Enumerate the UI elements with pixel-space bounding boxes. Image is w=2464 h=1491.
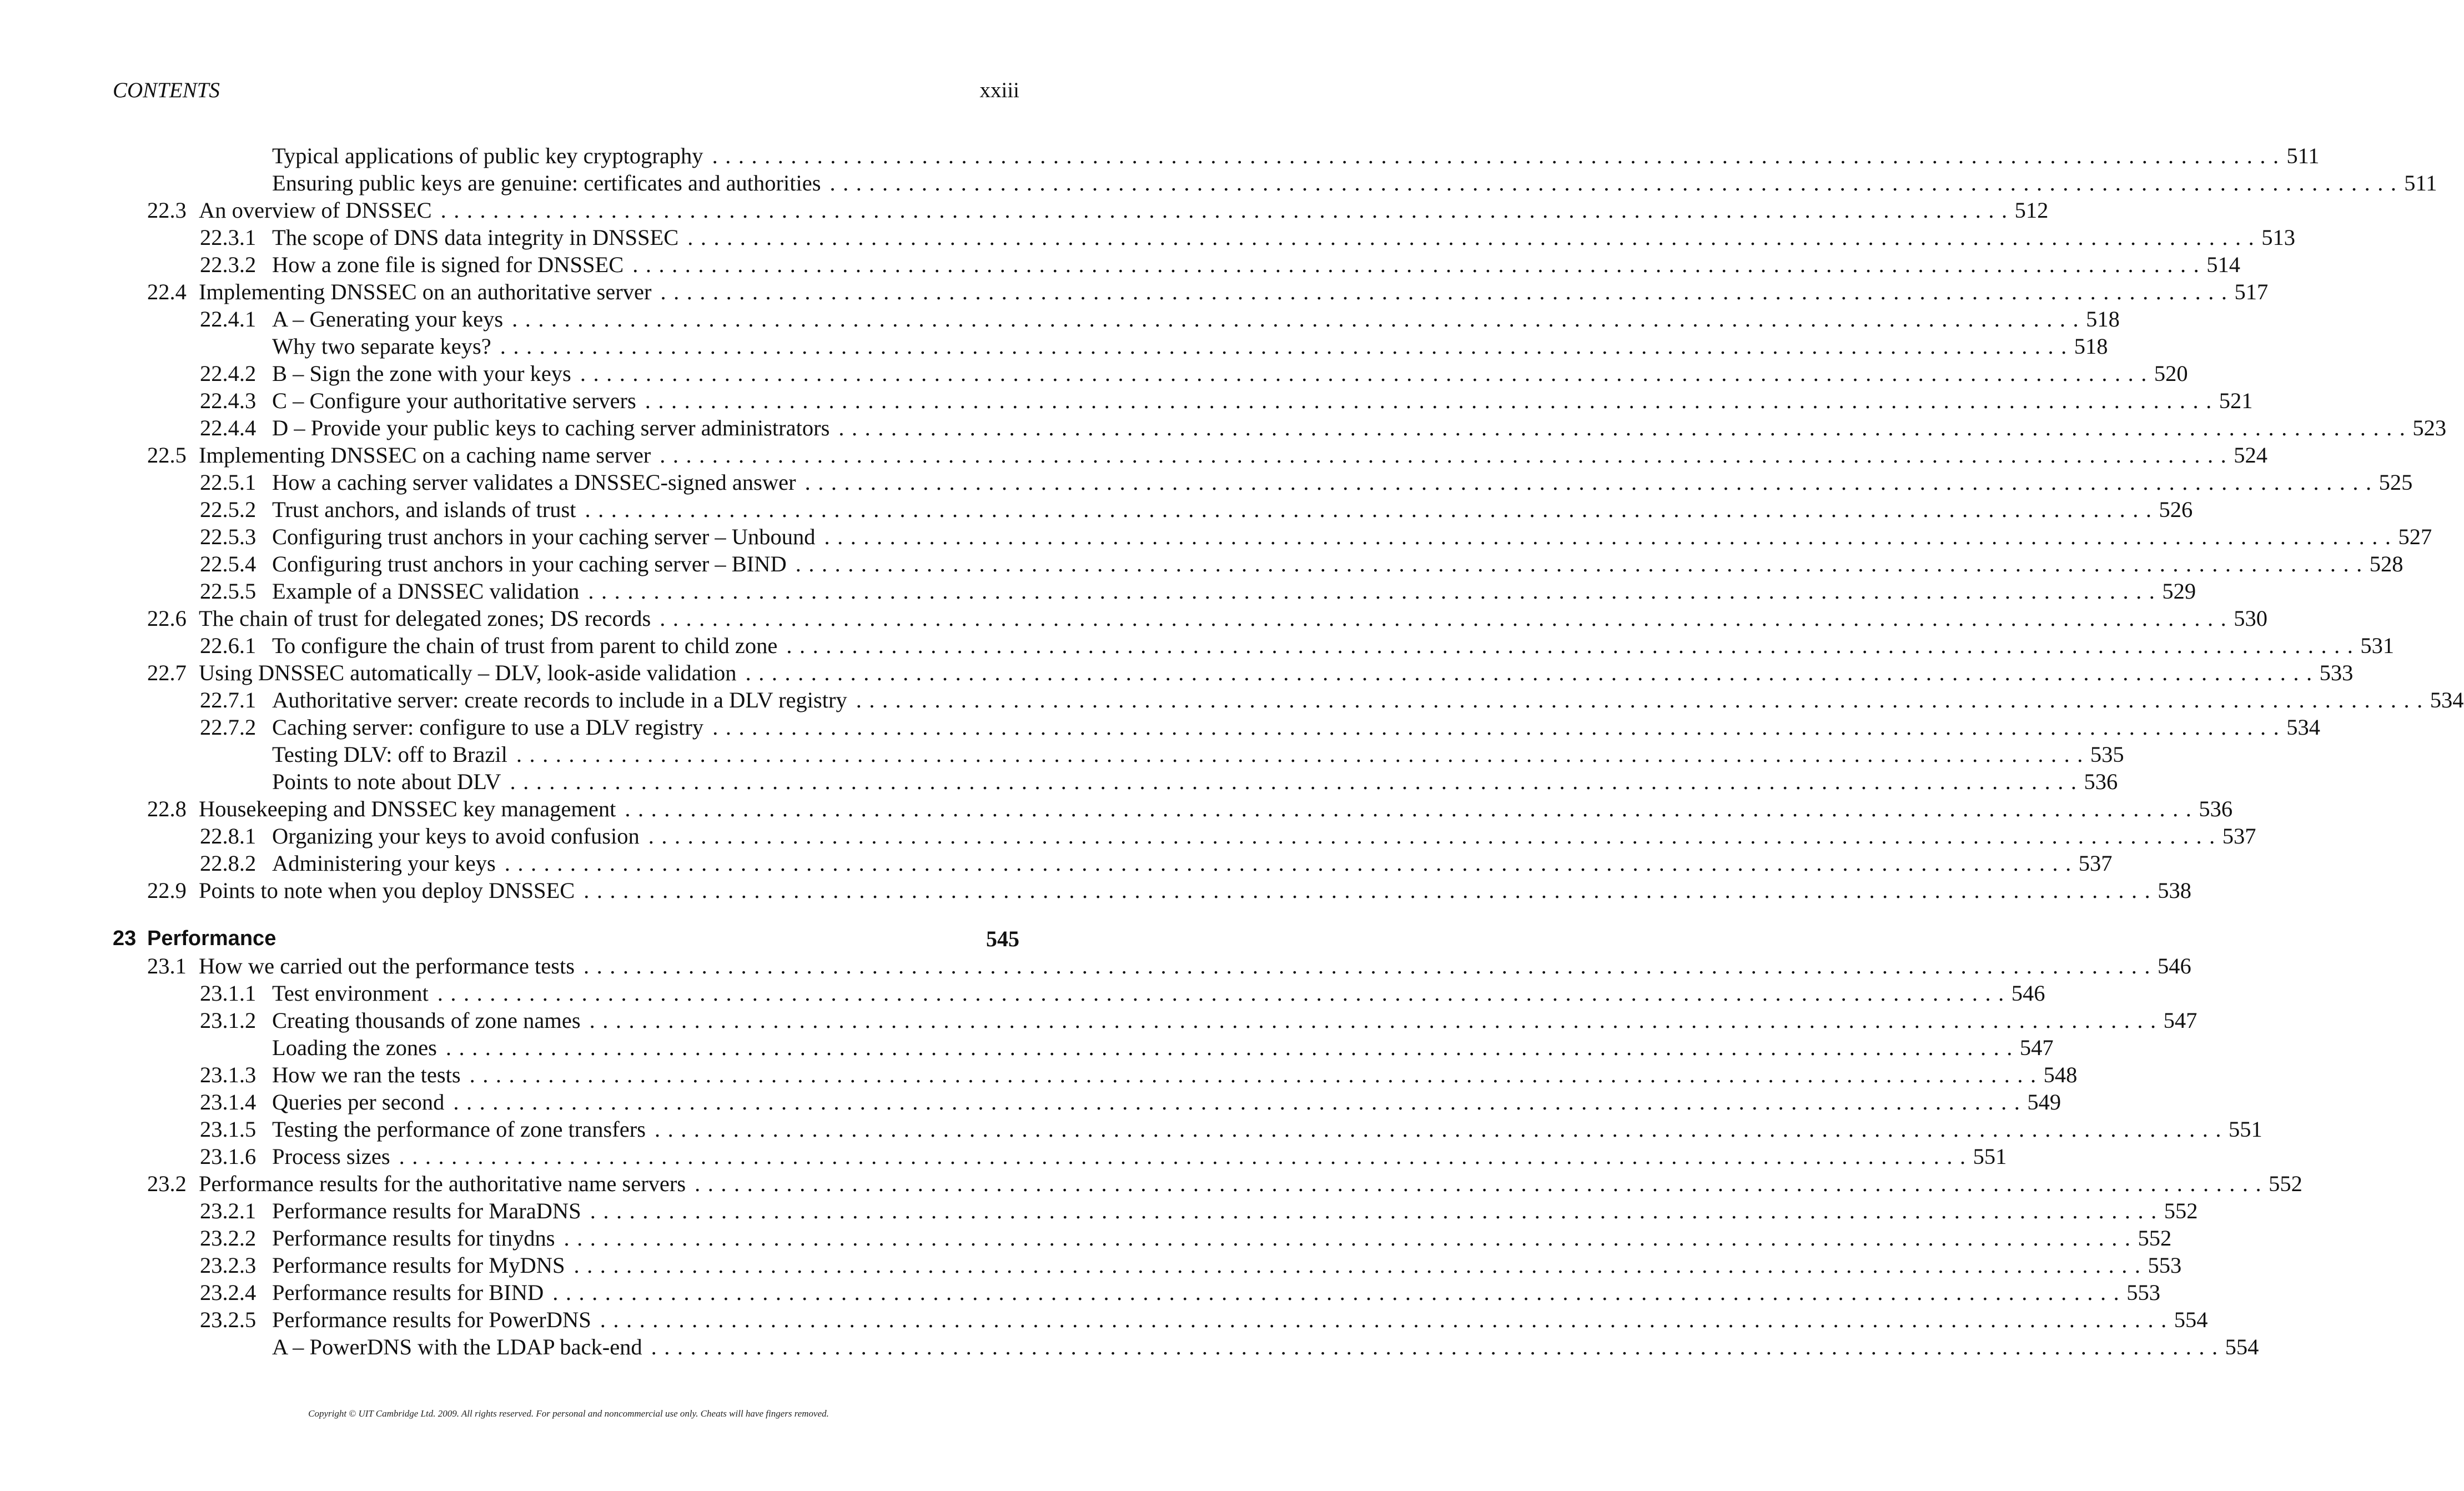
toc-entry-number: 23.2.2 [200,1226,257,1251]
toc-entry[interactable] [113,578,2196,605]
toc-entry[interactable] [113,1279,2160,1306]
toc-entry-title: Performance results for tinydns [272,1226,555,1251]
dot-leader: ........................................................................................................................ [584,878,2158,903]
toc-entry-number: 22.4 [147,279,187,304]
toc-entry-number: 22.8.2 [200,851,257,876]
toc-entry-page: 525 [2378,470,2413,495]
dot-leader: ........................................................................................................................ [786,633,2361,658]
toc-entry-page: 518 [2086,307,2120,332]
toc-entry-number: 23.2.5 [200,1307,257,1332]
toc-entry-number: 22.5.5 [200,579,257,604]
toc-entry-number: 23.1 [147,953,187,978]
toc-entry-page: 553 [2148,1253,2182,1278]
toc-entry-page: 554 [2174,1307,2208,1332]
dot-leader: ........................................................................................................................ [440,198,2015,223]
dot-leader: ........................................................................................................................ [437,981,2012,1006]
toc-entry-title: The chain of trust for delegated zones; DS records [199,606,651,631]
toc-entry-page: 546 [2157,953,2191,978]
toc-entry-page: 537 [2078,851,2113,876]
toc-entry-number: 22.4.3 [200,388,257,413]
toc-entry-title: Performance results for MyDNS [272,1253,565,1278]
toc-entry-title: Configuring trust anchors in your caching server – Unbound [272,524,816,549]
toc-entry[interactable] [113,496,2193,523]
toc-entry[interactable] [113,333,2108,360]
page-number: xxiii [979,78,1019,102]
toc-entry-page: 511 [2286,143,2320,168]
toc-entry-number: 22.5.1 [200,470,257,495]
toc-entry-line [272,1252,2182,1279]
toc-entry-title: C – Configure your authoritative servers [272,388,636,413]
toc-entry-line [199,877,2192,904]
chapter-number: 23 [113,927,137,950]
toc-section-23 [113,952,2302,1361]
toc-entry[interactable] [113,414,2447,441]
dot-leader: ........................................................................................................................ [795,551,2370,576]
toc-entry[interactable] [113,605,2267,632]
toc-entry[interactable] [113,197,2049,224]
toc-entry-line [272,387,2253,414]
toc-entry-line [199,441,2268,469]
toc-entry-line [272,333,2108,360]
toc-entry-line [272,251,2241,278]
toc-entry-title: How we carried out the performance tests [199,953,575,978]
toc-entry-title: Typical applications of public key cryptography [272,143,703,168]
toc-entry-number: 23.1.6 [200,1144,257,1169]
toc-entry-number: 22.6 [147,606,187,631]
toc-entry-title: Why two separate keys? [272,334,491,359]
dot-leader: ........................................................................................................................ [585,497,2159,522]
dot-leader: ........................................................................................................................ [712,715,2287,740]
toc-entry-page: 512 [2014,198,2049,223]
toc-entry-number: 22.3.1 [200,225,257,250]
dot-leader: ........................................................................................................................ [824,524,2398,549]
toc-entry-page: 547 [2019,1035,2054,1060]
toc-entry-title: Trust anchors, and islands of trust [272,497,576,522]
toc-entry[interactable] [113,360,2188,387]
toc-entry-line [272,142,2320,169]
toc-section-22 [113,142,2464,904]
toc-entry[interactable] [113,1333,2259,1361]
toc-entry-line [199,197,2049,224]
toc-entry-line [199,795,2233,822]
toc-entry-title: Caching server: configure to use a DLV registry [272,715,704,740]
page-header [113,78,1019,109]
toc-entry-line [199,605,2267,632]
dot-leader: ........................................................................................................................ [469,1062,2044,1087]
running-head: CONTENTS [113,78,220,102]
dot-leader: ........................................................................................................................ [829,170,2404,195]
toc-entry-page: 514 [2206,252,2241,277]
toc-entry-page: 524 [2234,443,2268,468]
dot-leader: ........................................................................................................................ [625,796,2199,821]
dot-leader: ........................................................................................................................ [510,769,2084,794]
toc-entry-line [199,278,2269,305]
toc-entry-number: 23.1.4 [200,1090,257,1115]
toc-entry[interactable] [113,1306,2208,1333]
toc-entry-title: Administering your keys [272,851,496,876]
toc-entry[interactable] [113,523,2432,550]
chapter-title: Performance [147,927,276,950]
toc-entry[interactable] [113,980,2045,1007]
toc-entry-line [272,632,2395,659]
dot-leader: ........................................................................................................................ [838,415,2413,440]
toc-entry-page: 547 [2163,1008,2198,1033]
toc-entry-page: 513 [2261,225,2296,250]
toc-entry-line [272,224,2296,251]
toc-entry-title: Performance results for the authoritative name servers [199,1171,686,1196]
toc-entry-number: 22.4.4 [200,415,257,440]
toc-entry[interactable] [113,741,2124,768]
toc-entry-line [272,1088,2061,1116]
toc-entry-title: Housekeeping and DNSSEC key management [199,796,616,821]
toc-entry-line [272,523,2432,550]
toc-entry-page: 526 [2159,497,2193,522]
toc-entry[interactable] [113,686,2464,714]
toc-entry[interactable] [113,387,2253,414]
dot-leader: ........................................................................................................................ [589,1008,2164,1033]
dot-leader: ........................................................................................................................ [660,606,2234,631]
toc-entry-page: 511 [2404,170,2437,195]
dot-leader: ........................................................................................................................ [651,1334,2225,1359]
dot-leader: ........................................................................................................................ [745,660,2320,685]
dot-leader: ........................................................................................................................ [583,953,2158,978]
toc-entry[interactable] [113,1143,2007,1170]
toc-entry[interactable] [113,142,2320,169]
toc-entry-line [272,414,2447,441]
dot-leader: ........................................................................................................................ [504,851,2079,876]
dot-leader: ........................................................................................................................ [712,143,2286,168]
toc-entry-title: Organizing your keys to avoid confusion [272,824,640,849]
toc-entry-title: A – PowerDNS with the LDAP back-end [272,1334,642,1359]
toc-entry-number: 22.5.3 [200,524,257,549]
toc-entry-page: 546 [2011,981,2045,1006]
toc-entry[interactable] [113,305,2120,333]
toc-entry-number: 22.5.4 [200,551,257,576]
toc-entry-title: An overview of DNSSEC [199,198,432,223]
toc-entry-line [272,850,2113,877]
toc-entry-page: 534 [2286,715,2320,740]
toc-entry-title: Points to note about DLV [272,769,501,794]
toc-entry[interactable] [113,469,2413,496]
toc-entry-page: 552 [2164,1198,2198,1223]
toc-entry-number: 23.2.1 [200,1198,257,1223]
toc-entry-line [272,741,2124,768]
toc-entry[interactable] [113,1252,2182,1279]
dot-leader: ........................................................................................................................ [453,1090,2028,1115]
toc-entry-title: The scope of DNS data integrity in DNSSEC [272,225,679,250]
toc-entry-line [272,1279,2160,1306]
toc-entry[interactable] [113,224,2296,251]
toc-entry-line [272,1197,2198,1224]
toc-entry-line [272,686,2464,714]
toc-entry-page: 536 [2084,769,2118,794]
toc-entry-title: D – Provide your public keys to caching server administrators [272,415,830,440]
toc-entry-title: To configure the chain of trust from parent to child zone [272,633,778,658]
toc-entry-number: 22.9 [147,878,187,903]
toc-entry-line [272,169,2437,197]
toc-entry-page: 523 [2412,415,2447,440]
toc-entry-title: Example of a DNSSEC validation [272,579,580,604]
toc-entry-page: 538 [2158,878,2192,903]
toc-entry[interactable] [113,1170,2302,1197]
toc-entry[interactable] [113,1007,2198,1034]
dot-leader: ........................................................................................................................ [648,824,2222,849]
toc-entry[interactable] [113,1224,2172,1252]
toc-entry-line [272,1306,2208,1333]
dot-leader: ........................................................................................................................ [645,388,2219,413]
toc-entry-title: How a zone file is signed for DNSSEC [272,252,624,277]
dot-leader: ........................................................................................................................ [655,1117,2229,1142]
toc-entry-number: 22.3.2 [200,252,257,277]
toc-entry-title: Using DNSSEC automatically – DLV, look-aside validation [199,660,737,685]
toc-entry-line [272,822,2256,850]
toc-entry-number: 23.1.5 [200,1117,257,1142]
toc-entry[interactable] [113,768,2118,795]
toc-entry-line [272,469,2413,496]
toc-entry-number: 23.1.2 [200,1008,257,1033]
toc-entry-line [272,1034,2054,1061]
dot-leader: ........................................................................................................................ [512,307,2086,332]
toc-entry-page: 530 [2234,606,2267,631]
toc-entry-number: 23.2.3 [200,1253,257,1278]
toc-entry[interactable] [113,714,2320,741]
toc-entry[interactable] [113,1061,2078,1088]
dot-leader: ........................................................................................................................ [564,1226,2138,1251]
toc-chapter-entry[interactable] [113,925,1019,952]
toc-entry-number: 23.2 [147,1171,187,1196]
toc-entry-page: 537 [2222,824,2256,849]
toc-entry-page: 533 [2319,660,2354,685]
copyright-footer: Copyright © UIT Cambridge Ltd. 2009. All rights reserved. For personal and noncommercial use only. Cheats will have fingers removed. [308,1408,829,1419]
toc-entry-line [272,1116,2262,1143]
toc-entry-page: 552 [2138,1226,2172,1251]
chapter-page: 545 [986,926,1019,951]
toc-entry-page: 520 [2154,361,2188,386]
toc-entry-number: 22.8 [147,796,187,821]
toc-entry-title: Testing the performance of zone transfers [272,1117,646,1142]
dot-leader: ........................................................................................................................ [660,279,2235,304]
toc-entry-page: 528 [2369,551,2403,576]
toc-entry-number: 22.8.1 [200,824,257,849]
toc-entry-title: Implementing DNSSEC on a caching name server [199,443,651,468]
toc-entry[interactable] [113,877,2192,904]
toc-entry-line [272,1061,2078,1088]
dot-leader: ........................................................................................................................ [516,742,2090,767]
dot-leader: ........................................................................................................................ [856,687,2430,712]
toc-entry-line [272,305,2120,333]
toc-entry-title: Loading the zones [272,1035,437,1060]
dot-leader: ........................................................................................................................ [445,1035,2020,1060]
toc-entry-line [272,1143,2007,1170]
toc-entry[interactable] [113,632,2395,659]
toc-entry-number: 22.7 [147,660,187,685]
toc-entry-number: 22.6.1 [200,633,257,658]
toc-entry-page: 554 [2225,1334,2259,1359]
toc-entry[interactable] [113,822,2256,850]
toc-entry-page: 536 [2199,796,2233,821]
toc-entry-title: Queries per second [272,1090,445,1115]
toc-entry-page: 551 [2229,1117,2262,1142]
toc-entry[interactable] [113,169,2437,197]
toc-entry-page: 552 [2269,1171,2302,1196]
toc-entry[interactable] [113,550,2403,578]
toc-entry-line [272,360,2188,387]
dot-leader: ........................................................................................................................ [600,1307,2174,1332]
toc-entry-title: How we ran the tests [272,1062,461,1087]
dot-leader: ........................................................................................................................ [500,334,2074,359]
toc-entry[interactable] [113,952,2191,980]
dot-leader: ........................................................................................................................ [552,1280,2127,1305]
toc-entry-page: 551 [1973,1144,2007,1169]
toc-entry-title: Implementing DNSSEC on an authoritative server [199,279,652,304]
toc-entry-line [272,1224,2172,1252]
toc-entry-line [272,550,2403,578]
toc-entry[interactable] [113,1034,2054,1061]
toc-entry-page: 535 [2090,742,2124,767]
toc-entry-page: 534 [2430,687,2464,712]
toc-entry-number: 22.7.1 [200,687,257,712]
toc-entry[interactable] [113,850,2113,877]
toc-entry[interactable] [113,441,2268,469]
dot-leader: ........................................................................................................................ [660,443,2234,468]
toc-entry-title: Process sizes [272,1144,390,1169]
toc-entry-line [199,659,2354,686]
toc-entry-title: Ensuring public keys are genuine: certificates and authorities [272,170,821,195]
toc-entry[interactable] [113,251,2241,278]
toc-entry[interactable] [113,278,2269,305]
dot-leader: ........................................................................................................................ [574,1253,2148,1278]
dot-leader: ........................................................................................................................ [695,1171,2269,1196]
toc-entry-page: 529 [2162,579,2196,604]
toc-entry-line [272,496,2193,523]
toc-entry-title: B – Sign the zone with your keys [272,361,571,386]
toc-entry-line [272,714,2320,741]
toc-entry-line [272,980,2045,1007]
toc-entry-number: 23.1.1 [200,981,257,1006]
toc-entry-page: 518 [2074,334,2108,359]
toc-entry-number: 22.5.2 [200,497,257,522]
toc-entry-line [272,1333,2259,1361]
toc-entry-page: 521 [2219,388,2253,413]
dot-leader: ........................................................................................................................ [580,361,2154,386]
toc-entry-title: How a caching server validates a DNSSEC-signed answer [272,470,796,495]
toc-entry[interactable] [113,795,2233,822]
toc-entry-page: 517 [2234,279,2269,304]
toc-entry[interactable] [113,1197,2198,1224]
toc-entry-number: 22.7.2 [200,715,257,740]
dot-leader: ........................................................................................................................ [588,579,2163,604]
toc-entry-page: 527 [2398,524,2432,549]
toc-entry-number: 23.2.4 [200,1280,257,1305]
toc-entry-title: Test environment [272,981,429,1006]
toc-entry-page: 553 [2126,1280,2160,1305]
toc-entry-page: 548 [2043,1062,2078,1087]
toc-entry[interactable] [113,1088,2061,1116]
toc-entry-number: 22.4.1 [200,307,257,332]
toc-entry-number: 22.4.2 [200,361,257,386]
table-of-contents [113,142,2464,1361]
toc-entry-title: Configuring trust anchors in your caching server – BIND [272,551,787,576]
dot-leader: ........................................................................................................................ [632,252,2207,277]
toc-entry-page: 549 [2027,1090,2061,1115]
toc-entry-title: Performance results for BIND [272,1280,544,1305]
toc-entry-line [272,578,2196,605]
toc-entry-title: Testing DLV: off to Brazil [272,742,507,767]
toc-entry-title: Authoritative server: create records to include in a DLV registry [272,687,847,712]
toc-entry-number: 23.1.3 [200,1062,257,1087]
dot-leader: ........................................................................................................................ [399,1144,1973,1169]
dot-leader: ........................................................................................................................ [687,225,2262,250]
toc-entry-line [199,952,2191,980]
toc-entry-number: 22.5 [147,443,187,468]
toc-entry-title: Performance results for PowerDNS [272,1307,591,1332]
toc-entry-page: 531 [2360,633,2395,658]
toc-entry-title: A – Generating your keys [272,307,504,332]
dot-leader: ........................................................................................................................ [590,1198,2164,1223]
toc-entry-line [272,1007,2198,1034]
toc-entry-title: Points to note when you deploy DNSSEC [199,878,575,903]
toc-entry[interactable] [113,1116,2262,1143]
toc-entry-line [199,1170,2302,1197]
toc-entry-number: 22.3 [147,198,187,223]
toc-entry[interactable] [113,659,2354,686]
toc-entry-line [272,768,2118,795]
toc-entry-title: Performance results for MaraDNS [272,1198,581,1223]
toc-entry-title: Creating thousands of zone names [272,1008,581,1033]
dot-leader: ........................................................................................................................ [804,470,2379,495]
